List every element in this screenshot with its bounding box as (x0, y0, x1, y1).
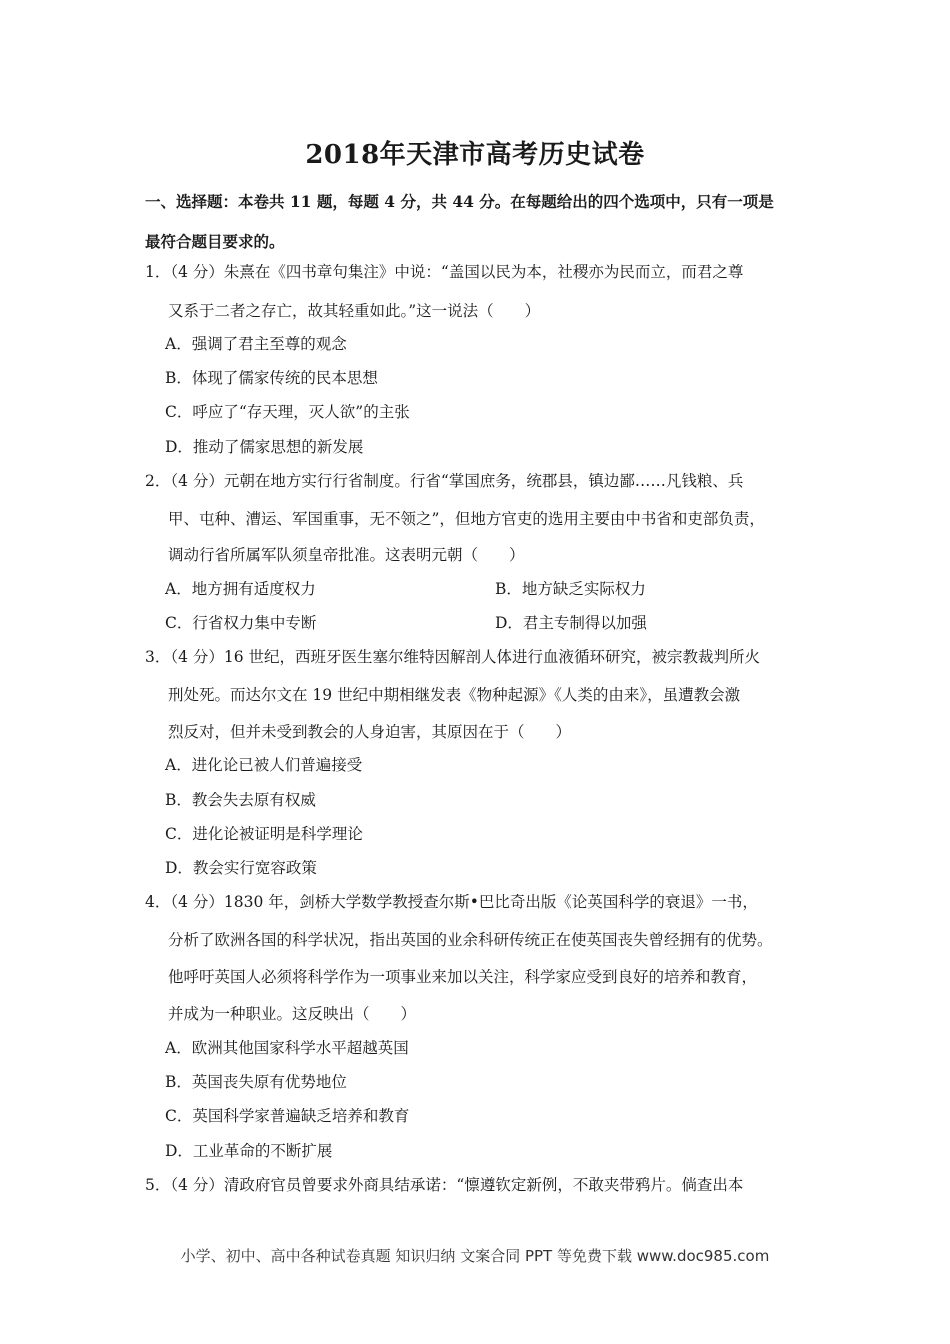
question-1-option-a: A．强调了君主至尊的观念 (165, 335, 347, 353)
question-2-option-a: A．地方拥有适度权力 (165, 580, 316, 598)
question-1-option-b: B．体现了儒家传统的民本思想 (165, 369, 378, 387)
question-4-option-b: B．英国丧失原有优势地位 (165, 1073, 347, 1091)
question-2-line-2: 甲、屯种、漕运、军国重事，无不领之”，但地方官吏的选用主要由中书省和吏部负责， (168, 510, 765, 528)
section-heading-line1: 一、选择题：本卷共 11 题，每题 4 分，共 44 分。在每题给出的四个选项中，只有一项是 (145, 192, 774, 211)
question-3-line-3: 烈反对，但并未受到教会的人身迫害，其原因在于（ ） (168, 723, 572, 741)
question-4-line-1: 4．（4 分）1830 年，剑桥大学数学教授查尔斯•巴比奇出版《论英国科学的衰退》一书， (145, 893, 758, 911)
question-4-option-c: C．英国科学家普遍缺乏培养和教育 (165, 1107, 410, 1125)
question-2-option-c: C．行省权力集中专断 (165, 614, 317, 632)
question-4-option-d: D．工业革命的不断扩展 (165, 1142, 333, 1160)
question-4-line-2: 分析了欧洲各国的科学状况，指出英国的业余科研传统正在使英国丧失曾经拥有的优势。 (168, 931, 773, 949)
question-1-option-c: C．呼应了“存天理，灭人欲”的主张 (165, 403, 410, 421)
question-3-option-a: A．进化论已被人们普遍接受 (165, 756, 363, 774)
question-3-option-b: B．教会失去原有权威 (165, 791, 316, 809)
question-1-line-1: 1．（4 分）朱熹在《四书章句集注》中说：“盖国以民为本，社稷亦为民而立，而君之尊 (145, 263, 744, 281)
page-title: 2018年天津市高考历史试卷 (305, 140, 645, 170)
question-4-line-4: 并成为一种职业。这反映出（ ） (168, 1005, 417, 1023)
section-heading-line2: 最符合题目要求的。 (145, 232, 285, 251)
question-2-option-d: D．君主专制得以加强 (495, 614, 647, 632)
question-5-line-1: 5．（4 分）清政府官员曾要求外商具结承诺：“懔遵钦定新例，不敢夹带鸦片。倘查出本 (145, 1176, 744, 1194)
question-4-line-3: 他呼吁英国人必须将科学作为一项事业来加以关注，科学家应受到良好的培养和教育， (168, 968, 758, 986)
question-1-option-d: D．推动了儒家思想的新发展 (165, 438, 364, 456)
question-2-line-1: 2．（4 分）元朝在地方实行行省制度。行省“掌国庶务，统郡县，镇边鄙……凡钱粮、兵 (145, 472, 744, 490)
page-footer: 小学、初中、高中各种试卷真题 知识归纳 文案合同 PPT 等免费下载 www.doc985.com (180, 1247, 770, 1265)
question-2-option-b: B．地方缺乏实际权力 (495, 580, 646, 598)
question-2-line-3: 调动行省所属军队须皇帝批准。这表明元朝（ ） (168, 546, 525, 564)
question-3-option-d: D．教会实行宽容政策 (165, 859, 317, 877)
question-3-line-2: 刑处死。而达尔文在 19 世纪中期相继发表《物种起源》《人类的由来》，虽遭教会激 (168, 686, 741, 704)
question-4-option-a: A．欧洲其他国家科学水平超越英国 (165, 1039, 409, 1057)
question-3-line-1: 3．（4 分）16 世纪，西班牙医生塞尔维特因解剖人体进行血液循环研究，被宗教裁判所火 (145, 648, 761, 666)
question-1-line-2: 又系于二者之存亡，故其轻重如此。”这一说法（ ） (168, 302, 541, 320)
question-3-option-c: C．进化论被证明是科学理论 (165, 825, 363, 843)
